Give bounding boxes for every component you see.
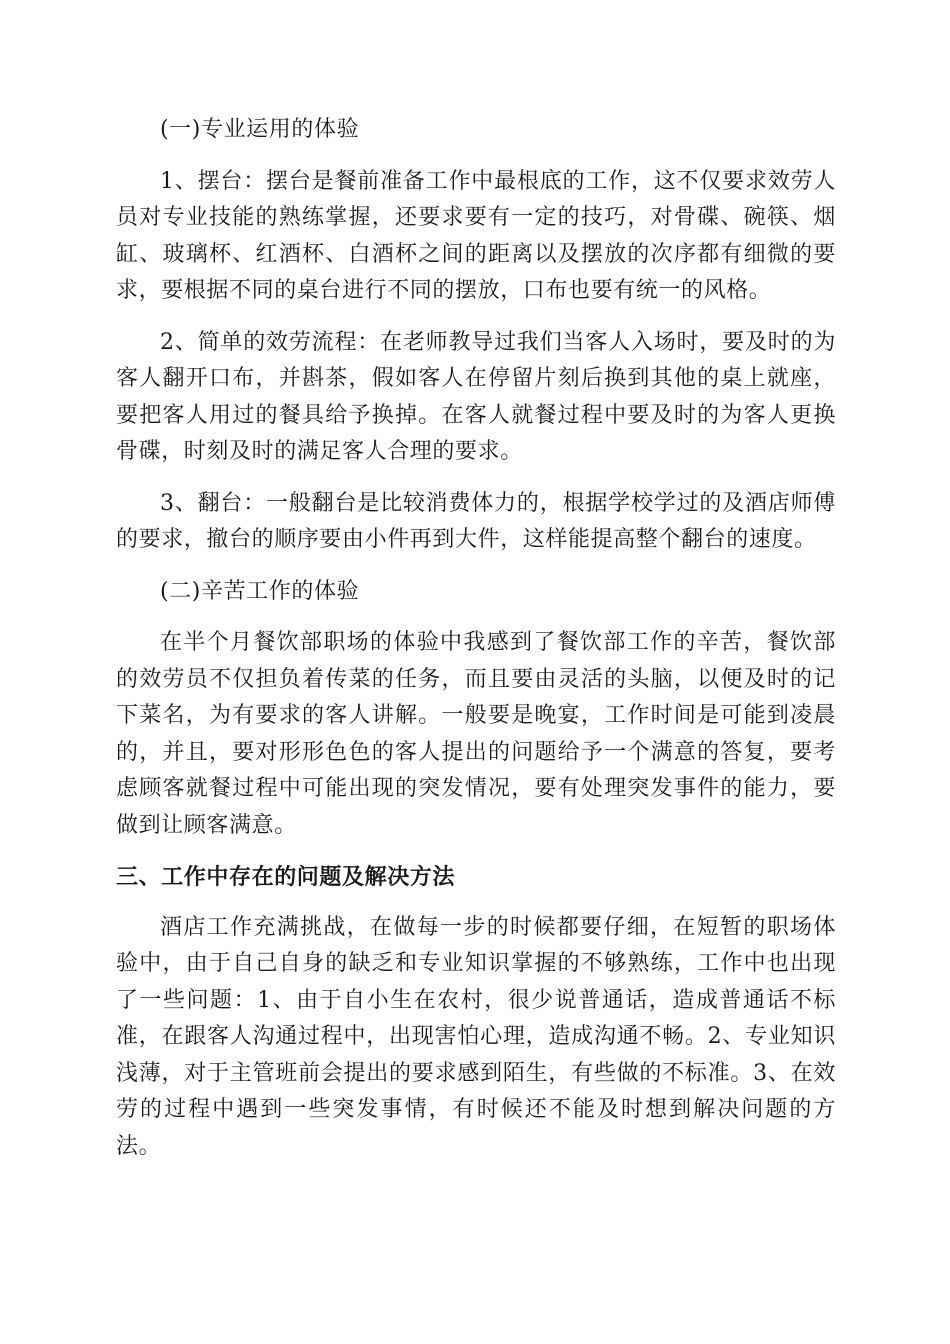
paragraph-hard-work: 在半个月餐饮部职场的体验中我感到了餐饮部工作的辛苦，餐饮部的效劳员不仅担负着传菜的任务，而且要由灵活的头脑，以便及时的记下菜名，为有要求的客人讲解。一般要是晚宴，工作时间是可能到凌晨的，并且，要对形形色色的客人提出的问题给予一个满意的答复，要考虑顾客就餐过程中可能出现的突发情况，要有处理突发事件的能力，要做到让顾客满意。 (116, 630, 836, 838)
paragraph-table-turnover: 3、翻台：一般翻台是比较消费体力的，根据学校学过的及酒店师傅的要求，撤台的顺序要由小件再到大件，这样能提高整个翻台的速度。 (116, 490, 836, 552)
section-heading-problems-solutions: 三、工作中存在的问题及解决方法 (116, 865, 456, 890)
subheading-hard-work-experience: (二)辛苦工作的体验 (160, 578, 360, 604)
paragraph-problems: 酒店工作充满挑战，在做每一步的时候都要仔细，在短暂的职场体验中，由于自己自身的缺乏和专业知识掌握的不够熟练，工作中也出现了一些问题：1、由于自小生在农村，很少说普通话，造成普通话不标准，在跟客人沟通过程中，出现害怕心理，造成沟通不畅。2、专业知识浅薄，对于主管班前会提出的要求感到陌生，有些做的不标准。3、在效劳的过程中遇到一些突发事情，有时候还不能及时想到解决问题的方法。 (116, 914, 836, 1159)
document-body (116, 112, 836, 1180)
paragraph-service-process: 2、简单的效劳流程：在老师教导过我们当客人入场时，要及时的为客人翻开口布，并斟茶，假如客人在停留片刻后换到其他的桌上就座，要把客人用过的餐具给予换掉。在客人就餐过程中要及时的为客人更换骨碟，时刻及时的满足客人合理的要求。 (116, 329, 836, 464)
subheading-professional-experience: (一)专业运用的体验 (160, 117, 360, 142)
paragraph-table-setting: 1、摆台：摆台是餐前准备工作中最根底的工作，这不仅要求效劳人员对专业技能的熟练掌握，还要求要有一定的技巧，对骨碟、碗筷、烟缸、玻璃杯、红酒杯、白酒杯之间的距离以及摆放的次序都有细微的要求，要根据不同的桌台进行不同的摆放，口布也要有统一的风格。 (116, 168, 836, 303)
